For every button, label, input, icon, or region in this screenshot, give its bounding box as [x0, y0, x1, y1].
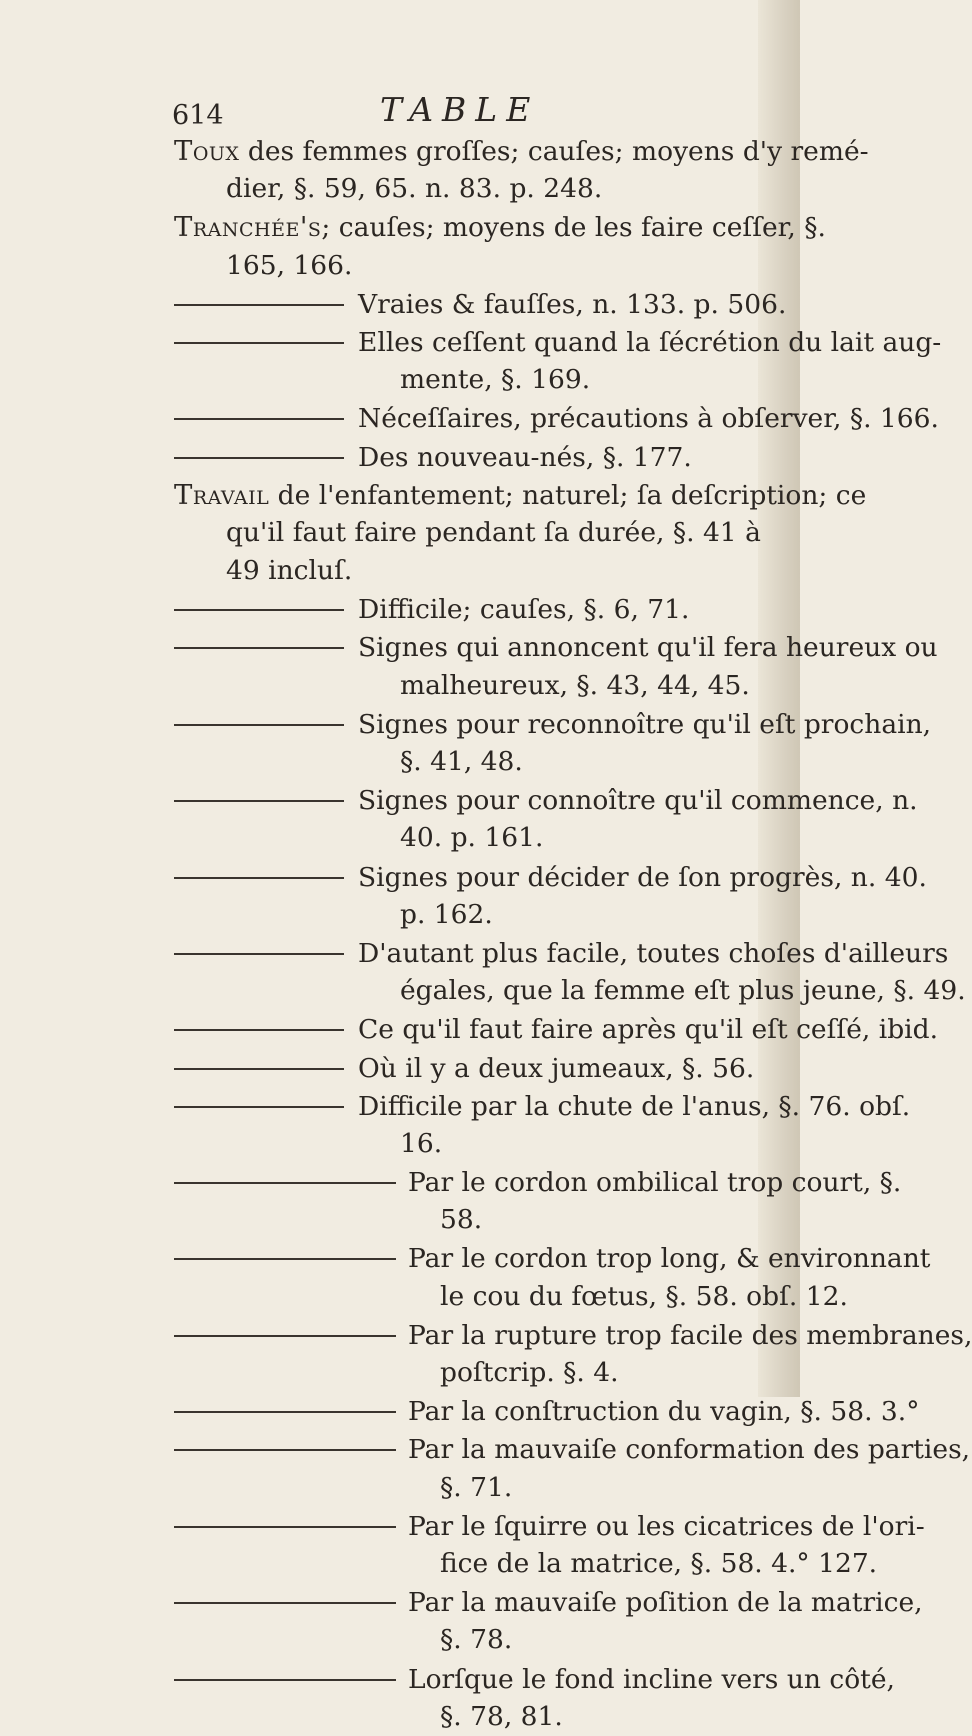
entry-first-line — [0, 132, 869, 170]
entry-continuation-line: malheureux, §. 43, 44, 45. — [400, 669, 750, 701]
index-entry — [0, 285, 800, 323]
entry-headword: Toux — [174, 135, 240, 167]
index-entry — [0, 934, 966, 1010]
entry-first-line — [0, 476, 867, 514]
index-entry — [0, 590, 800, 628]
entry-text: des femmes groſſes; cauſes; moyens d'y remé- — [239, 136, 869, 167]
entry-first-line — [0, 1163, 902, 1201]
ditto-dash — [174, 304, 344, 306]
entry-continuation-line: le cou du fœtus, §. 58. obſ. 12. — [440, 1280, 848, 1312]
entry-continuation-line: dier, §. 59, 65. n. 83. p. 248. — [226, 173, 603, 205]
entry-text: Difficile; cauſes, §. 6, 71. — [358, 594, 690, 626]
index-entry — [0, 1049, 800, 1087]
entry-first-line — [0, 1583, 923, 1621]
entry-first-line — [0, 1660, 895, 1698]
ditto-dash — [174, 609, 344, 611]
entry-first-line — [0, 1430, 971, 1468]
index-entry — [0, 1087, 911, 1163]
entry-continuation-line: 49 incluſ. — [226, 555, 353, 587]
entry-first-line — [0, 399, 939, 437]
entry-headword: Travail — [174, 478, 270, 511]
index-entry — [0, 323, 942, 399]
ditto-dash — [174, 1526, 396, 1528]
entry-text: Difficile par la chute de l'anus, §. 76. obſ. — [358, 1090, 911, 1122]
ditto-dash — [174, 1258, 396, 1260]
entry-text: de l'enfantement; naturel; ſa deſcription; ce — [269, 479, 867, 511]
ditto-dash — [174, 647, 344, 649]
index-entry — [0, 628, 938, 704]
ditto-dash — [174, 1029, 344, 1031]
entry-text: Où il y a deux jumeaux, §. 56. — [358, 1052, 755, 1084]
index-entry — [0, 132, 869, 208]
entry-first-line — [0, 858, 927, 896]
entry-first-line — [0, 1507, 925, 1545]
entry-continuation-line: poſtcrip. §. 4. — [440, 1357, 619, 1388]
running-title: TABLE — [380, 90, 540, 129]
entry-continuation-line: 58. — [440, 1204, 483, 1236]
entry-continuation-line: mente, §. 169. — [400, 364, 591, 396]
index-entry — [0, 1430, 971, 1506]
entry-text: Néceſſaires, précautions à obſerver, §. 166. — [358, 403, 939, 435]
entry-continuation-line: 165, 166. — [226, 249, 353, 281]
ditto-dash — [174, 1602, 396, 1604]
ditto-dash — [174, 1335, 396, 1337]
ditto-dash — [174, 800, 344, 802]
entry-text: Par la mauvaiſe conformation des parties, — [408, 1434, 971, 1466]
entry-text: Ce qu'il faut faire après qu'il eſt ceſſé, ibid. — [358, 1014, 939, 1046]
index-entry — [0, 1392, 920, 1430]
page-number: 614 — [172, 100, 224, 131]
entry-first-line — [0, 781, 918, 819]
ditto-dash — [174, 457, 344, 459]
ditto-dash — [174, 1106, 344, 1108]
entry-first-line — [0, 590, 800, 628]
entry-continuation-line: fice de la matrice, §. 58. 4.° 127. — [440, 1547, 878, 1579]
ditto-dash — [174, 1411, 396, 1413]
entry-first-line — [0, 438, 800, 476]
entry-first-line — [0, 628, 938, 666]
ditto-dash — [174, 724, 344, 726]
index-entry — [0, 1583, 923, 1659]
ditto-dash — [174, 418, 344, 420]
ditto-dash — [174, 1679, 396, 1681]
index-entry — [0, 1316, 972, 1392]
ditto-dash — [174, 877, 344, 879]
entry-continuation-line: §. 78, 81. — [440, 1700, 563, 1732]
ditto-dash — [174, 1068, 344, 1070]
entry-text: Par le ſquirre ou les cicatrices de l'ori- — [408, 1510, 925, 1542]
entry-text: Signes pour décider de ſon progrès, n. 40. — [358, 861, 927, 893]
entry-text: Des nouveau-nés, §. 177. — [358, 441, 692, 473]
entry-first-line — [0, 1087, 911, 1125]
entry-continuation-line: §. 78. — [440, 1624, 513, 1656]
entry-text: Par le cordon ombilical trop court, §. — [408, 1167, 902, 1199]
entry-continuation-line: égales, que la femme eſt plus jeune, §. 49. — [400, 975, 966, 1007]
entry-first-line — [0, 1049, 800, 1087]
entry-first-line — [0, 1010, 939, 1048]
index-entry — [0, 1507, 925, 1583]
entry-text: Par la conſtruction du vagin, §. 58. 3.° — [408, 1396, 920, 1428]
entry-text: Signes qui annoncent qu'il fera heureux ou — [358, 632, 938, 664]
entry-text: Vraies & fauſſes, n. 133. p. 506. — [358, 288, 787, 320]
entry-continuation-line: §. 41, 48. — [400, 746, 523, 777]
entry-text: Par la rupture trop facile des membranes, — [408, 1319, 972, 1351]
entry-headword: Tranchée's — [174, 211, 322, 244]
entry-first-line — [0, 1239, 931, 1277]
index-entry — [0, 438, 800, 476]
index-entry — [0, 858, 927, 934]
entry-continuation-line: p. 162. — [400, 898, 493, 930]
entry-first-line — [0, 1392, 920, 1430]
entry-first-line — [0, 934, 949, 972]
entry-first-line — [0, 208, 826, 246]
entry-first-line — [0, 285, 800, 323]
entry-first-line — [0, 323, 942, 361]
entry-continuation-line: 40. p. 161. — [400, 822, 544, 854]
entry-continuation-line: 16. — [400, 1127, 443, 1159]
index-entry — [0, 476, 867, 591]
index-entry — [0, 208, 826, 284]
index-entry — [0, 399, 939, 437]
entry-first-line — [0, 705, 932, 743]
entry-text: Elles ceſſent quand la ſécrétion du lait aug- — [358, 326, 942, 358]
entry-continuation-line: §. 71. — [440, 1471, 513, 1503]
entry-text: Lorſque le fond incline vers un côté, — [408, 1663, 895, 1695]
index-entry — [0, 1660, 895, 1736]
entry-text: Par le cordon trop long, & environnant — [408, 1243, 931, 1275]
entry-first-line — [0, 1316, 972, 1354]
index-entry — [0, 1239, 931, 1315]
index-entry — [0, 781, 918, 857]
entry-text: Signes pour reconnoître qu'il eſt prochain, — [358, 708, 932, 740]
entry-continuation-line: qu'il faut faire pendant ſa durée, §. 41 à — [226, 516, 761, 548]
page-header — [0, 80, 800, 130]
index-entry — [0, 1163, 902, 1239]
index-entry — [0, 705, 932, 781]
ditto-dash — [174, 953, 344, 955]
entry-text: Par la mauvaiſe poſition de la matrice, — [408, 1587, 923, 1619]
ditto-dash — [174, 342, 344, 344]
entry-text: ; cauſes; moyens de les faire ceſſer, §. — [321, 212, 826, 244]
ditto-dash — [174, 1182, 396, 1184]
ditto-dash — [174, 1449, 396, 1451]
index-entries — [0, 132, 972, 1736]
entry-text: Signes pour connoître qu'il commence, n. — [358, 785, 918, 817]
entry-text: D'autant plus facile, toutes choſes d'ailleurs — [358, 937, 949, 969]
index-entry — [0, 1010, 939, 1048]
